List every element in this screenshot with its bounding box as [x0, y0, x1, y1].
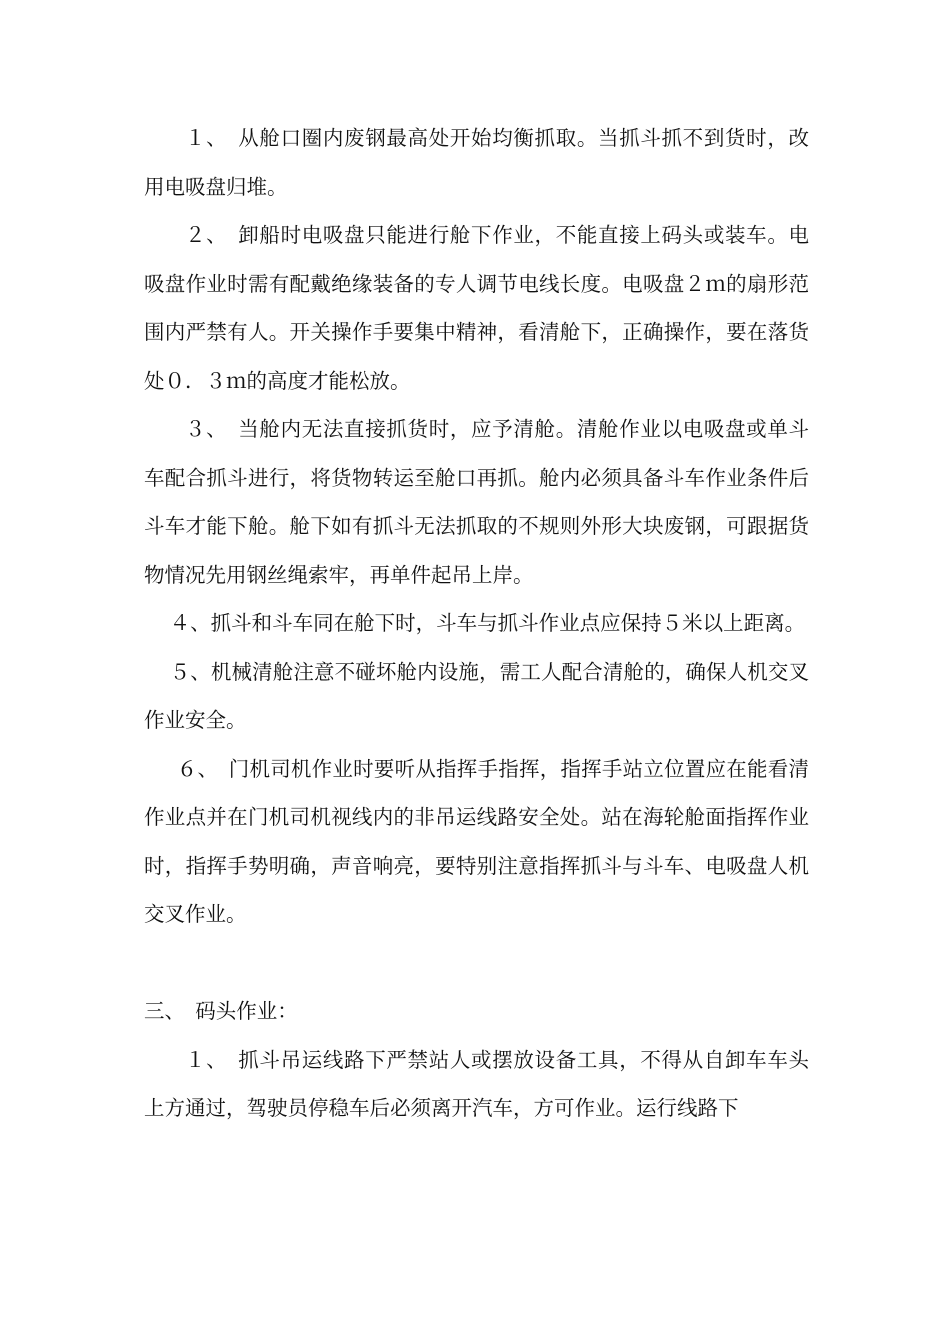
list-item-2: ２、 卸船时电吸盘只能进行舱下作业，不能直接上码头或装车。电吸盘作业时需有配戴绝缘装备的专人调节电线长度。电吸盘２ｍ的扇形范围内严禁有人。开关操作手要集中精神，看清舱下，正确操作，要在落货处０．３ｍ的高度才能松放。 [144, 223, 809, 393]
list-item-3: ３、 当舱内无法直接抓货时，应予清舱。清舱作业以电吸盘或单斗车配合抓斗进行，将货物转运至舱口再抓。舱内必须具备斗车作业条件后斗车才能下舱。舱下如有抓斗无法抓取的不规则外形大块废钢，可跟据货物情况先用钢丝绳索牢，再单件起吊上岸。 [144, 417, 809, 587]
document-body [144, 114, 809, 1133]
section-heading: 三、 码头作业： [144, 999, 298, 1023]
list-item-5: ５、机械清舱注意不碰坏舱内设施，需工人配合清舱的，确保人机交叉作业安全。 [144, 659, 809, 732]
blank-line [144, 939, 809, 988]
section-list-item-1: １、 抓斗吊运线路下严禁站人或摆放设备工具，不得从自卸车车头上方通过，驾驶员停稳车后必须离开汽车，方可作业。运行线路下 [144, 1047, 809, 1120]
list-item-6: ６、 门机司机作业时要听从指挥手指挥，指挥手站立位置应在能看清作业点并在门机司机视线内的非吊运线路安全处。站在海轮舱面指挥作业时，指挥手势明确，声音响亮，要特别注意指挥抓斗与斗车、电吸盘人机交叉作业。 [144, 756, 809, 926]
list-item-1: １、 从舱口圈内废钢最高处开始均衡抓取。当抓斗抓不到货时，改用电吸盘归堆。 [144, 126, 809, 199]
list-item-4: ４、抓斗和斗车同在舱下时，斗车与抓斗作业点应保持５米以上距离。 [169, 611, 806, 635]
